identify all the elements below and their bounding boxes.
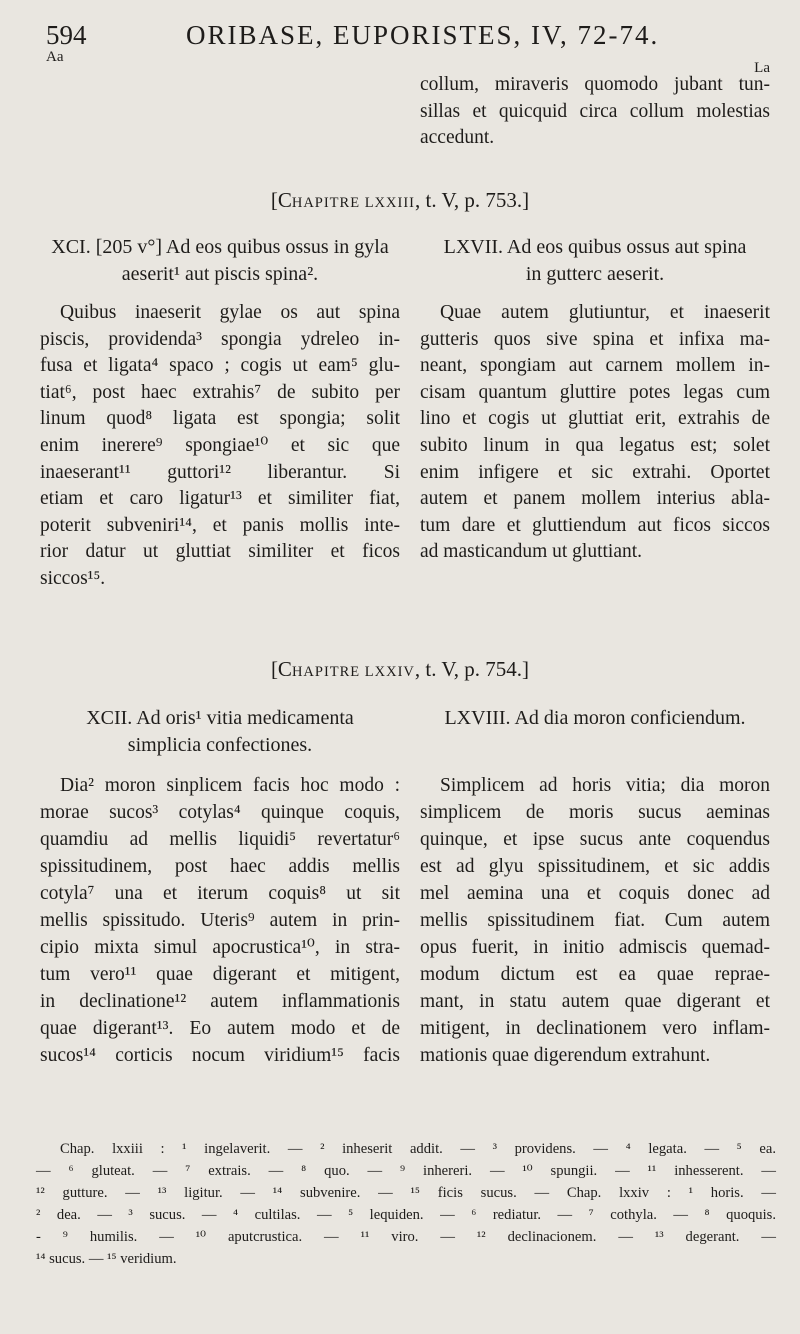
top-right-paragraph [420,72,770,152]
text-line: cotyla⁷ una et iterum coquis⁸ ut sit [40,883,400,904]
section-title-line: in gutterc aeserit. [525,263,665,285]
section-title-lxviii [420,705,770,732]
text-line: linum quod⁸ ligata est spongia; solit [40,408,400,430]
footnote-line: ¹⁴ sucus. — ¹⁵ veridium. [36,1251,177,1267]
text-line: in declinatione¹² autem inflammationis [40,991,400,1012]
text-line: mant, in statu autem quae digerant et [420,991,770,1012]
section-title-line: aeserit¹ aut piscis spina². [121,263,319,285]
text-line: enim inerere⁹ spongiae¹⁰ et sic que [40,434,400,456]
section-title-line: LXVIII. Ad dia moron conficiendum. [444,707,746,729]
chapter-suffix: , t. V, p. 753.] [414,188,530,212]
section-title-line: XCII. Ad oris¹ vitia medicamenta [86,707,354,729]
section-title-line: LXVII. Ad eos quibus ossus aut spina [443,236,747,258]
text-line: siccos¹⁵. [40,567,106,589]
text-line: sillas et quicquid circa collum molestias [420,100,770,122]
left-column-text-1 [40,300,400,593]
footnote-line: - ⁹ humilis. — ¹⁰ aputcrustica. — ¹¹ viro. — ¹² declinacionem. — ¹³ degerant. — [36,1229,776,1245]
text-line: accedunt. [420,127,495,149]
text-line: simplicem de moris sucus aeminas [420,802,770,823]
text-line: lino et cogis ut gluttiat erit, extrahis de [420,408,770,430]
left-column-text-2 [40,772,400,1069]
text-line: Quae autem glutiuntur, et inaeserit [440,302,770,323]
text-line: spissitudinem, post haec addis mellis [40,856,400,877]
text-line: rior datur ut gluttiat similiter et ficos [40,541,400,563]
chapter-heading-lxxiv [0,657,800,682]
text-line: quae digerant¹³. Eo autem modo et de [40,1018,400,1039]
text-line: tum vero¹¹ quae digerant et mitigent, [40,964,400,985]
chapter-prefix: [C [270,657,292,681]
text-line: fusa et ligata⁴ spaco ; cogis ut eam⁵ glu- [40,355,400,377]
footnote-line: ¹² gutture. — ¹³ ligitur. — ¹⁴ subvenire. — ¹⁵ ficis sucus. — Chap. lxxiv : ¹ horis. — [36,1185,776,1201]
section-title-line: XCI. [205 v°] Ad eos quibus ossus in gyla [51,236,389,258]
text-line: ad masticandum ut gluttiant. [420,541,643,563]
text-line: est ad glyu spissitudinem, et sic addis [420,856,770,877]
page-header [46,20,760,60]
text-line: Quibus inaeserit gylae os aut spina [60,302,400,323]
section-title-line: simplicia confectiones. [127,734,313,756]
page-number: 594 [46,20,87,50]
text-line: gutteris quos sive spina et infixa ma- [420,328,770,350]
text-line: inaeserant¹¹ guttori¹² liberantur. Si [40,461,400,483]
footnote-line: — ⁶ gluteat. — ⁷ extrais. — ⁸ quo. — ⁹ inhereri. — ¹⁰ spungii. — ¹¹ inhesserent. — [36,1163,776,1179]
right-column-text-2 [420,772,770,1069]
chapter-smallcaps: HAPITRE LXXIII [291,195,415,211]
section-title-xcii [40,705,400,759]
text-line: etiam et caro ligatur¹³ et similiter fiat, [40,488,400,510]
section-title-lxvii [420,234,770,288]
chapter-prefix: [C [270,188,292,212]
text-line: morae sucos³ cotylas⁴ quinque coquis, [40,802,400,823]
footnote-line: ² dea. — ³ sucus. — ⁴ cultilas. — ⁵ lequiden. — ⁶ rediatur. — ⁷ cothyla. — ⁸ quoquis. [36,1207,776,1223]
text-line: mellis spissitudo. Uteris⁹ autem in prin- [40,910,400,931]
text-line: tiat⁶, post haec extrahis⁷ de subito per [40,381,400,403]
running-title: ORIBASE, EUPORISTES, IV, 72-74. [186,20,660,50]
text-line: cisam quantum gluttire potes legas cum [420,381,770,403]
chapter-heading-lxxiii [0,188,800,213]
text-line: modum dictum est ea quae reprae- [420,964,770,985]
text-line: collum, miraveris quomodo jubant tun- [420,74,770,95]
footnote-line: Chap. lxxiii : ¹ ingelaverit. — ² inheserit addit. — ³ providens. — ⁴ legata. — ⁵ ea. [60,1141,776,1157]
text-line: piscis, providenda³ spongia ydreleo in- [40,328,400,350]
text-line: mel aemina una et coquis donec ad [420,883,770,904]
text-line: mitigent, in declinationem vero inflam- [420,1018,770,1039]
text-line: Dia² moron sinplicem facis hoc modo : [60,775,400,796]
section-title-xci [40,234,400,288]
footnotes [36,1138,776,1270]
text-line: mellis spissitudinem fiat. Cum autem [420,910,770,931]
text-line: mationis quae digerendum extrahunt. [420,1045,711,1066]
manuscript-siglum-left: Aa [46,49,64,65]
text-line: poterit subveniri¹⁴, et panis mollis inte- [40,514,400,536]
text-line: enim infigere et sic extrahi. Oportet [420,461,770,483]
text-line: subito linum in qua legatus est; solet [420,434,770,456]
text-line: opus fuerit, in initio admiscis quemad- [420,937,770,958]
text-line: sucos¹⁴ corticis nocum viridium¹⁵ facis [40,1045,400,1066]
text-line: quinque, et ipse sucus ante coquendus [420,829,770,850]
chapter-suffix: , t. V, p. 754.] [414,657,530,681]
text-line: Simplicem ad horis vitia; dia moron [440,775,770,796]
text-line: cipio mixta simul apocrustica¹⁰, in stra- [40,937,400,958]
text-line: quamdiu ad mellis liquidi⁵ revertatur⁶ [40,829,400,850]
right-column-text-1 [420,300,770,566]
manuscript-siglum-right: La [754,60,770,76]
chapter-smallcaps: HAPITRE LXXIV [291,664,415,680]
text-line: neant, spongiam aut carnem mollem in- [420,355,770,377]
text-line: tum dare et gluttiendum aut ficos siccos [420,514,770,536]
text-line: autem et panem mollem interius abla- [420,488,770,510]
